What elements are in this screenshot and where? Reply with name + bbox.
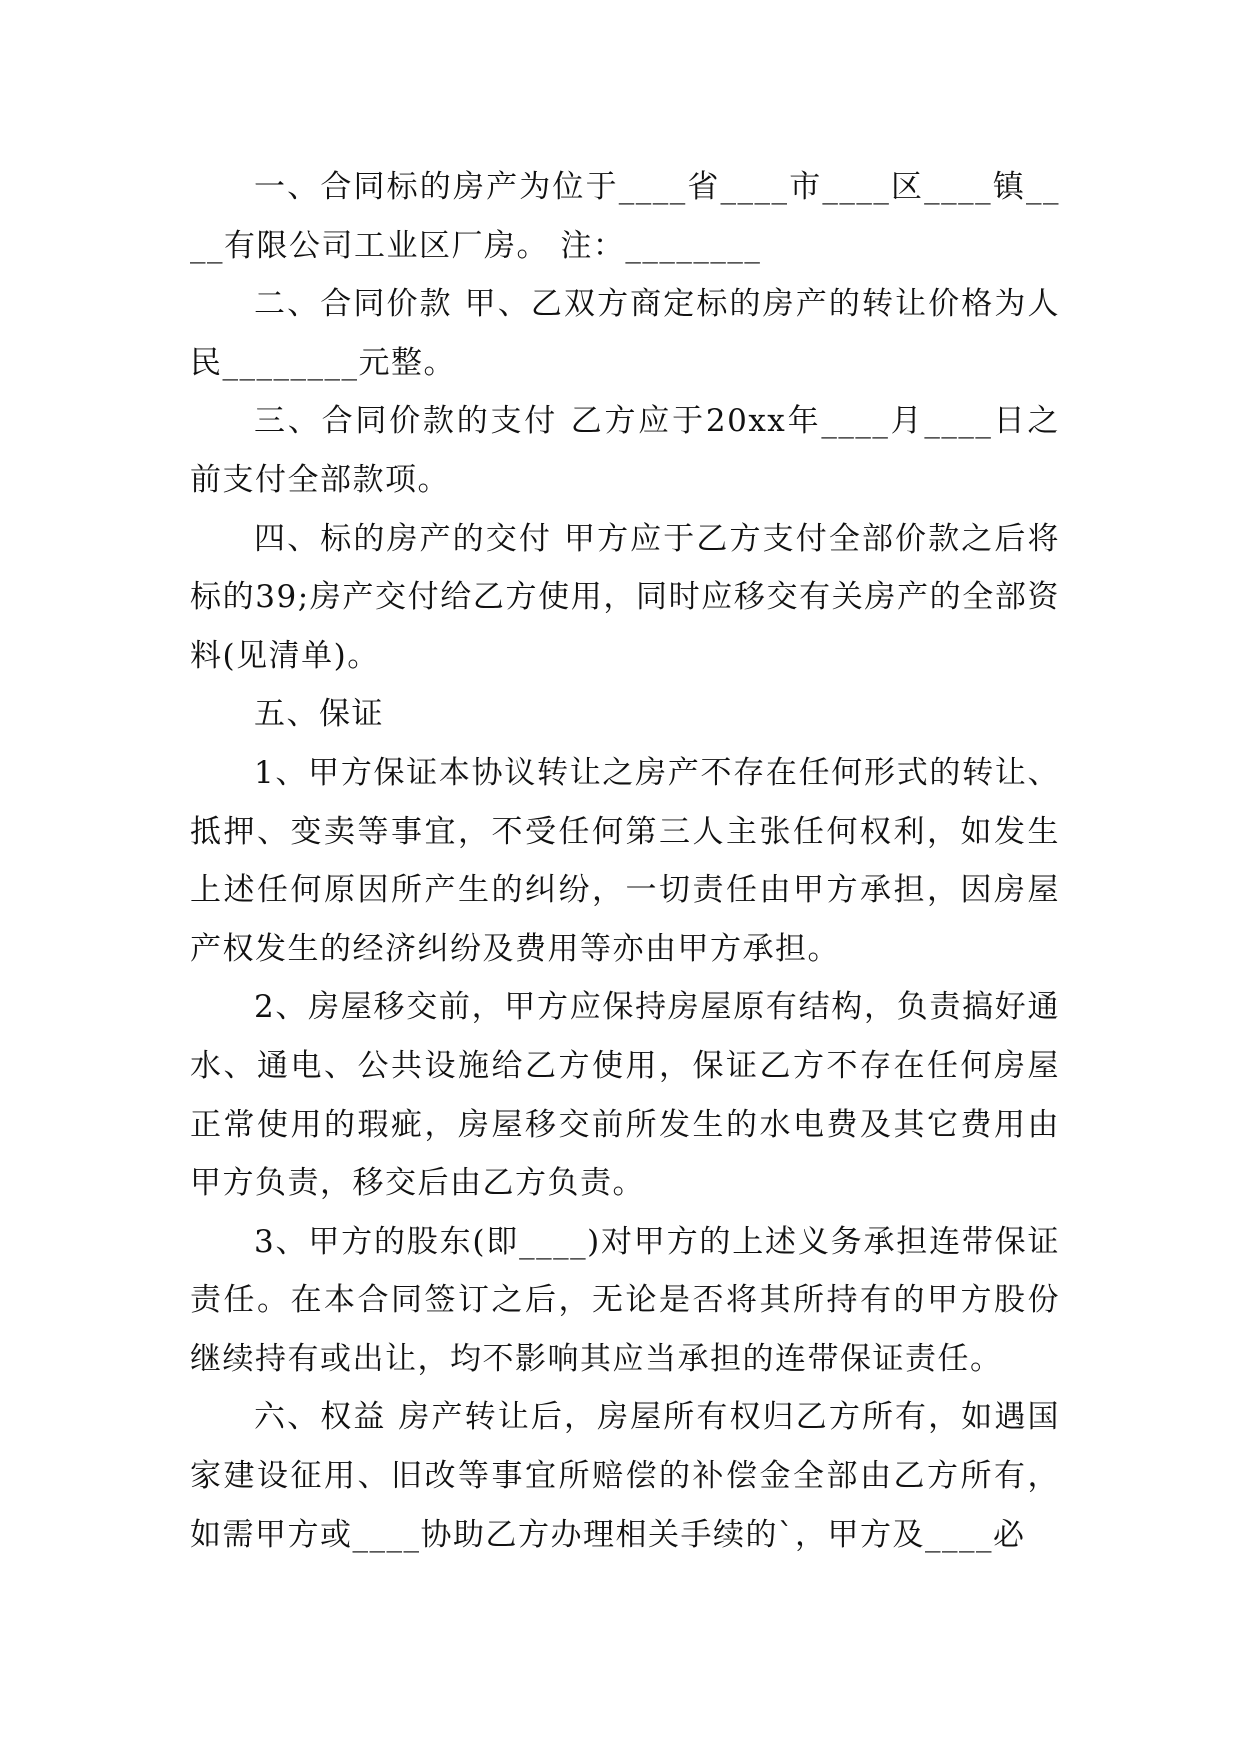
paragraph-guarantee-2: 2、房屋移交前，甲方应保持房屋原有结构，负责搞好通水、通电、公共设施给乙方使用，保证乙方不存在任何房屋正常使用的瑕疵，房屋移交前所发生的水电费及其它费用由甲方负责，移交后由乙方负责。	[190, 989, 1060, 1202]
paragraph-guarantee-1: 1、甲方保证本协议转让之房产不存在任何形式的转让、抵押、变卖等事宜，不受任何第三人主张任何权利，如发生上述任何原因所产生的纠纷，一切责任由甲方承担，因房屋产权发生的经济纠纷及费用等亦由甲方承担。	[190, 754, 1060, 967]
paragraph-contract-property: 一、合同标的房产为位于____省____市____区____镇____有限公司工业区厂房。 注：________	[190, 169, 1060, 264]
paragraph-rights: 六、权益 房产转让后，房屋所有权归乙方所有，如遇国家建设征用、旧改等事宜所赔偿的补偿金全部由乙方所有，如需甲方或____协助乙方办理相关手续的`，甲方及____必	[190, 1399, 1060, 1553]
paragraph-delivery: 四、标的房产的交付 甲方应于乙方支付全部价款之后将标的39;房产交付给乙方使用，同时应移交有关房产的全部资料(见清单)。	[190, 520, 1060, 674]
paragraph-contract-price: 二、合同价款 甲、乙双方商定标的房产的转让价格为人民________元整。	[190, 286, 1060, 381]
paragraph-payment: 三、合同价款的支付 乙方应于20xx年____月____日之前支付全部款项。	[190, 403, 1060, 498]
paragraph-guarantee-3: 3、甲方的股东(即____)对甲方的上述义务承担连带保证责任。在本合同签订之后，无论是否将其所持有的甲方股份继续持有或出让，均不影响其应当承担的连带保证责任。	[190, 1223, 1060, 1377]
document-body	[190, 158, 1060, 1564]
section-heading-guarantee: 五、保证	[254, 696, 384, 733]
